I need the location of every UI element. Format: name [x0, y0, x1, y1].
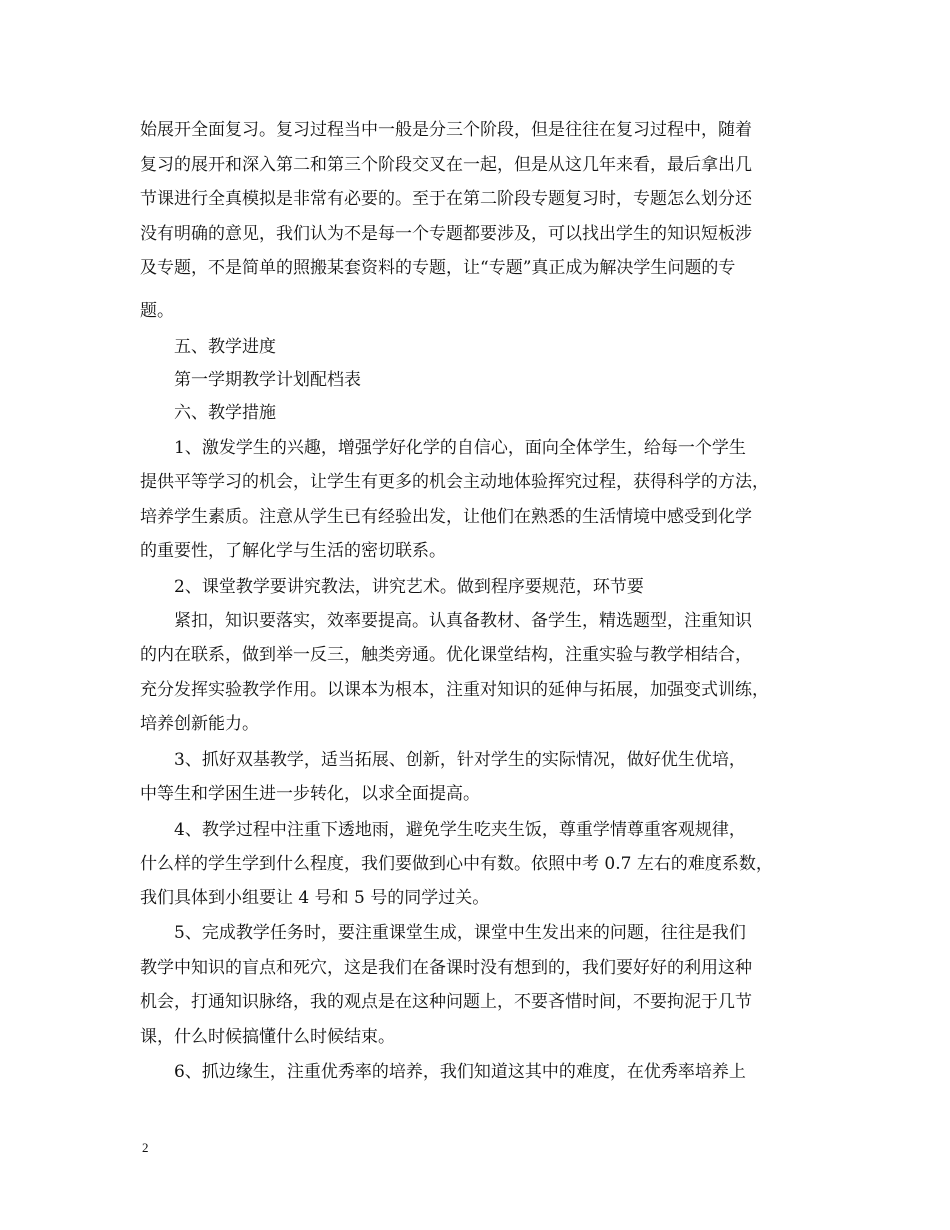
text-line: 我们具体到小组要让 4 号和 5 号的同学过关。	[140, 888, 490, 908]
section-heading: 六、教学措施	[174, 403, 276, 423]
text-line: 3、抓好双基教学，适当拓展、创新，针对学生的实际情况，做好优生优培，	[174, 750, 746, 770]
text-line: 及专题，不是简单的照搬某套资料的专题，让“专题”真正成为解决学生问题的专	[140, 258, 736, 278]
text-line: 题。	[140, 301, 174, 321]
text-line: 1、激发学生的兴趣，增强学好化学的自信心，面向全体学生，给每一个学生	[174, 438, 746, 458]
text-line: 的内在联系，做到举一反三，触类旁通。优化课堂结构，注重实验与教学相结合，	[140, 645, 752, 665]
text-line: 机会，打通知识脉络，我的观点是在这种问题上，不要吝惜时间，不要拘泥于几节	[140, 992, 752, 1012]
text-line: 始展开全面复习。复习过程当中一般是分三个阶段，但是往往在复习过程中，随着	[140, 120, 752, 140]
text-line: 5、完成教学任务时，要注重课堂生成，课堂中生发出来的问题，往往是我们	[174, 923, 746, 943]
text-line: 的重要性，了解化学与生活的密切联系。	[140, 541, 446, 561]
text-line: 节课进行全真模拟是非常有必要的。至于在第二阶段专题复习时，专题怎么划分还	[140, 189, 752, 209]
text-line: 第一学期教学计划配档表	[174, 370, 361, 390]
section-heading: 五、教学进度	[174, 337, 276, 357]
text-line: 复习的展开和深入第二和第三个阶段交叉在一起，但是从这几年来看，最后拿出几	[140, 155, 752, 175]
text-line: 课，什么时候搞懂什么时候结束。	[140, 1027, 395, 1047]
text-line: 4、教学过程中注重下透地雨，避免学生吃夹生饭，尊重学情尊重客观规律，	[174, 820, 746, 840]
text-line: 2、课堂教学要讲究教法，讲究艺术。做到程序要规范，环节要	[174, 577, 644, 597]
text-line: 教学中知识的盲点和死穴，这是我们在备课时没有想到的，我们要好好的利用这种	[140, 958, 752, 978]
text-line: 提供平等学习的机会，让学生有更多的机会主动地体验挥究过程，获得科学的方法，	[140, 472, 769, 492]
page-number: 2	[142, 1140, 149, 1155]
text-line: 什么样的学生学到什么程度，我们要做到心中有数。依照中考 0.7 左右的难度系数，	[140, 854, 773, 874]
text-line: 6、抓边缘生，注重优秀率的培养，我们知道这其中的难度，在优秀率培养上	[174, 1062, 746, 1082]
text-line: 紧扣，知识要落实，效率要提高。认真备教材、备学生，精选题型，注重知识	[174, 611, 752, 631]
text-line: 没有明确的意见，我们认为不是每一个专题都要涉及，可以找出学生的知识短板涉	[140, 224, 752, 244]
text-line: 培养学生素质。注意从学生已有经验出发，让他们在熟悉的生活情境中感受到化学	[140, 507, 752, 527]
text-line: 培养创新能力。	[140, 714, 259, 734]
text-line: 中等生和学困生进一步转化，以求全面提高。	[140, 784, 480, 804]
text-line: 充分发挥实验教学作用。以课本为根本，注重对知识的延伸与拓展，加强变式训练，	[140, 680, 769, 700]
